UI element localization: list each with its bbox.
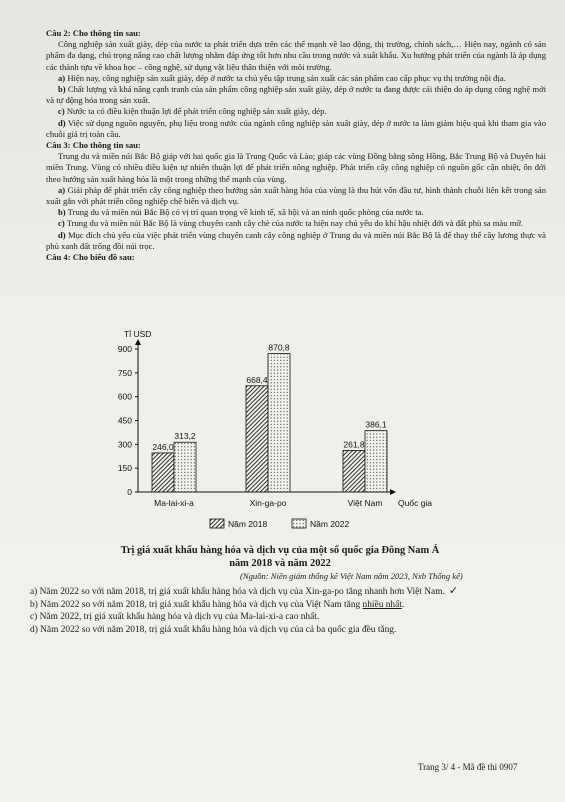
x-axis-arrow-icon [390,489,396,495]
legend-label: Năm 2018 [228,519,268,529]
y-tick-label: 0 [127,487,132,497]
bar-value-label: 313,2 [174,431,196,442]
bar [174,442,196,492]
q2-paragraph: Công nghiệp sản xuất giày, dép của nước ta phát triển dựa trên các thế mạnh về lao động, thị trường, chính sách,… Hiện nay, ngành có sản phẩm đa dạng, chú trọng nâng cao chất lượng nhằm đáp ứng tốt hơn nhu cầu trong nước và xuất khẩu. Xu hướng phát triển của ngành là áp dụng các thành tựu về khoa học – công nghệ, sử dụng vật liệu thân thiện với môi trường. [46,39,546,72]
bar-chart [100,329,480,536]
q2-d-text: Việc sử dụng nguồn nguyên, phụ liệu trong nước của ngành công nghiệp sản xuất giày, dép ở nước ta làm giảm hiệu quả khi tham gia vào chuỗi giá trị toàn cầu. [46,117,546,139]
q4-c-label: c) [30,612,38,623]
bar-value-label: 386,1 [365,419,387,430]
q2-b-text: Chất lượng và khả năng cạnh tranh của sản phẩm công nghiệp sản xuất giày, dép ở nước ta đang được cải thiện do áp dụng công nghệ mới và tự động hóa trong sản xuất. [46,84,547,106]
q3-a-label: a) [58,184,66,195]
x-category-label: Xin-ga-po [249,498,287,508]
q4-b-text: Năm 2022 so với năm 2018, trị giá xuất khẩu hàng hóa và dịch vụ của Việt Nam tăng [40,599,363,610]
bar-chart-svg [100,329,480,536]
q4-b-label: b) [30,599,38,610]
check-mark-icon: ✓ [448,585,459,597]
x-category-label: Ma-lai-xi-a [154,498,194,508]
q4-d-label: d) [30,624,38,635]
y-tick-label: 300 [117,439,132,450]
q4-a-text: Năm 2022 so với năm 2018, trị giá xuất khẩu hàng hóa và dịch vụ của Xin-ga-po tăng nhanh hơn Việt Nam. [39,587,445,597]
q4-statement-c [30,611,550,624]
q4-c-text: Năm 2022, trị giá xuất khẩu hàng hóa và dịch vụ của Ma-lai-xi-a cao nhất. [39,612,320,623]
y-tick-label: 900 [117,344,132,354]
q3-paragraph: Trung du và miền núi Bắc Bộ giáp với hai quốc gia là Trung Quốc và Lào; giáp các vùng Đồng bằng sông Hồng, Bắc Trung Bộ và Duyên hải miền Trung. Vùng có nhiều điều kiện tự nhiên thuận lợi để phát triển nông nghiệp. Phát triển cây công nghiệp có nguồn gốc cận nhiệt, ôn đới theo hướng sản xuất hàng hóa là một trong những thế mạnh của vùng. [46,151,546,184]
q3-c-text: Trung du và miền núi Bắc Bộ là vùng chuyên canh cây chè của nước ta hiện nay chủ yếu do khí hậu nhiệt đới và đất phù sa màu mỡ. [66,218,524,229]
q3-statement-d [46,230,546,252]
q4-statement-a [30,585,550,599]
q2-a-text: Hiện nay, công nghiệp sản xuất giày, dép ở nước ta chủ yếu tập trung sản xuất các sản phẩm cao cấp phục vụ thị trường nội địa. [67,72,506,83]
q3-b-label: b) [58,207,66,218]
legend-label: Năm 2022 [310,519,350,529]
q2-statement-b [46,84,546,106]
bar-value-label: 261,8 [343,439,365,450]
q4-b-end: . [401,599,405,610]
y-tick-label: 750 [117,367,132,378]
x-category-label: Việt Nam [347,498,383,508]
y-axis-arrow-icon [135,339,141,345]
q3-d-text: Mục đích chủ yếu của việc phát triển vùng chuyên canh cây công nghiệp ở Trung du và miền núi Bắc Bộ là để thay thế cây lương thực và phủ xanh đất trống đồi núi trọc. [46,229,546,251]
bar [343,450,365,492]
bar-value-label: 870,8 [268,342,290,353]
bar [152,453,174,492]
bar-value-label: 246,0 [152,441,174,452]
q2-c-label: c) [58,106,65,117]
q2-b-label: b) [58,84,66,95]
question-text-block [46,28,546,263]
page-footer: Trang 3/ 4 - Mã đề thi 0907 [418,762,518,772]
y-tick-label: 450 [117,415,132,426]
q2-d-label: d) [58,117,66,128]
q3-statement-a [46,185,546,207]
legend-swatch [210,519,224,528]
legend-swatch [292,519,306,528]
q3-title: Câu 3: Cho thông tin sau: [46,140,141,151]
q4-statements [30,585,550,636]
q3-statement-b [46,207,546,218]
q4-b-underlined: nhiều nhất [362,599,402,610]
q2-title: Câu 2: Cho thông tin sau: [46,28,141,38]
q2-statement-c [46,106,546,117]
q4-title: Câu 4: Cho biểu đồ sau: [46,252,135,263]
bar [268,354,290,492]
chart-title-line2: năm 2018 và năm 2022 [229,558,331,569]
bar [365,431,387,492]
chart-title [60,544,500,570]
q4-a-label: a) [30,587,38,597]
q2-statement-d [46,118,546,140]
y-axis-label: Tỉ USD [124,329,152,339]
x-axis-label: Quốc gia [398,498,433,508]
q3-statement-c [46,218,546,229]
q2-c-text: Nước ta có điều kiện thuận lợi để phát triển công nghiệp sản xuất giày, dép. [66,106,327,117]
y-tick-label: 600 [117,391,132,402]
q4-d-text: Năm 2022 so với năm 2018, trị giá xuất khẩu hàng hóa và dịch vụ của cả ba quốc gia đều tăng. [40,624,397,635]
chart-source: (Nguồn: Niên giám thống kê Việt Nam năm 2023, Nxb Thống kê) [240,571,463,581]
q4-statement-d [30,624,550,637]
q3-c-label: c) [58,218,65,229]
bar-value-label: 668,4 [246,374,268,385]
q3-d-label: d) [58,229,66,240]
bar [246,386,268,492]
q2-statement-a [46,73,546,84]
q3-b-text: Trung du và miền núi Bắc Bộ có vị trí quan trọng về kinh tế, xã hội và an ninh quốc phòng của nước ta. [67,207,424,218]
q4-statement-b [30,599,550,612]
chart-title-line1: Trị giá xuất khẩu hàng hóa và dịch vụ của một số quốc gia Đông Nam Á [120,545,440,556]
y-tick-label: 150 [117,463,132,474]
q3-a-text: Giải pháp để phát triển cây công nghiệp theo hướng sản xuất hàng hóa của vùng là thu hút vốn đầu tư, hình thành chuỗi liên kết trong sản xuất gắn với phát triển công nghiệp chế biến và dịch vụ. [46,184,546,207]
q2-a-label: a) [58,72,66,83]
